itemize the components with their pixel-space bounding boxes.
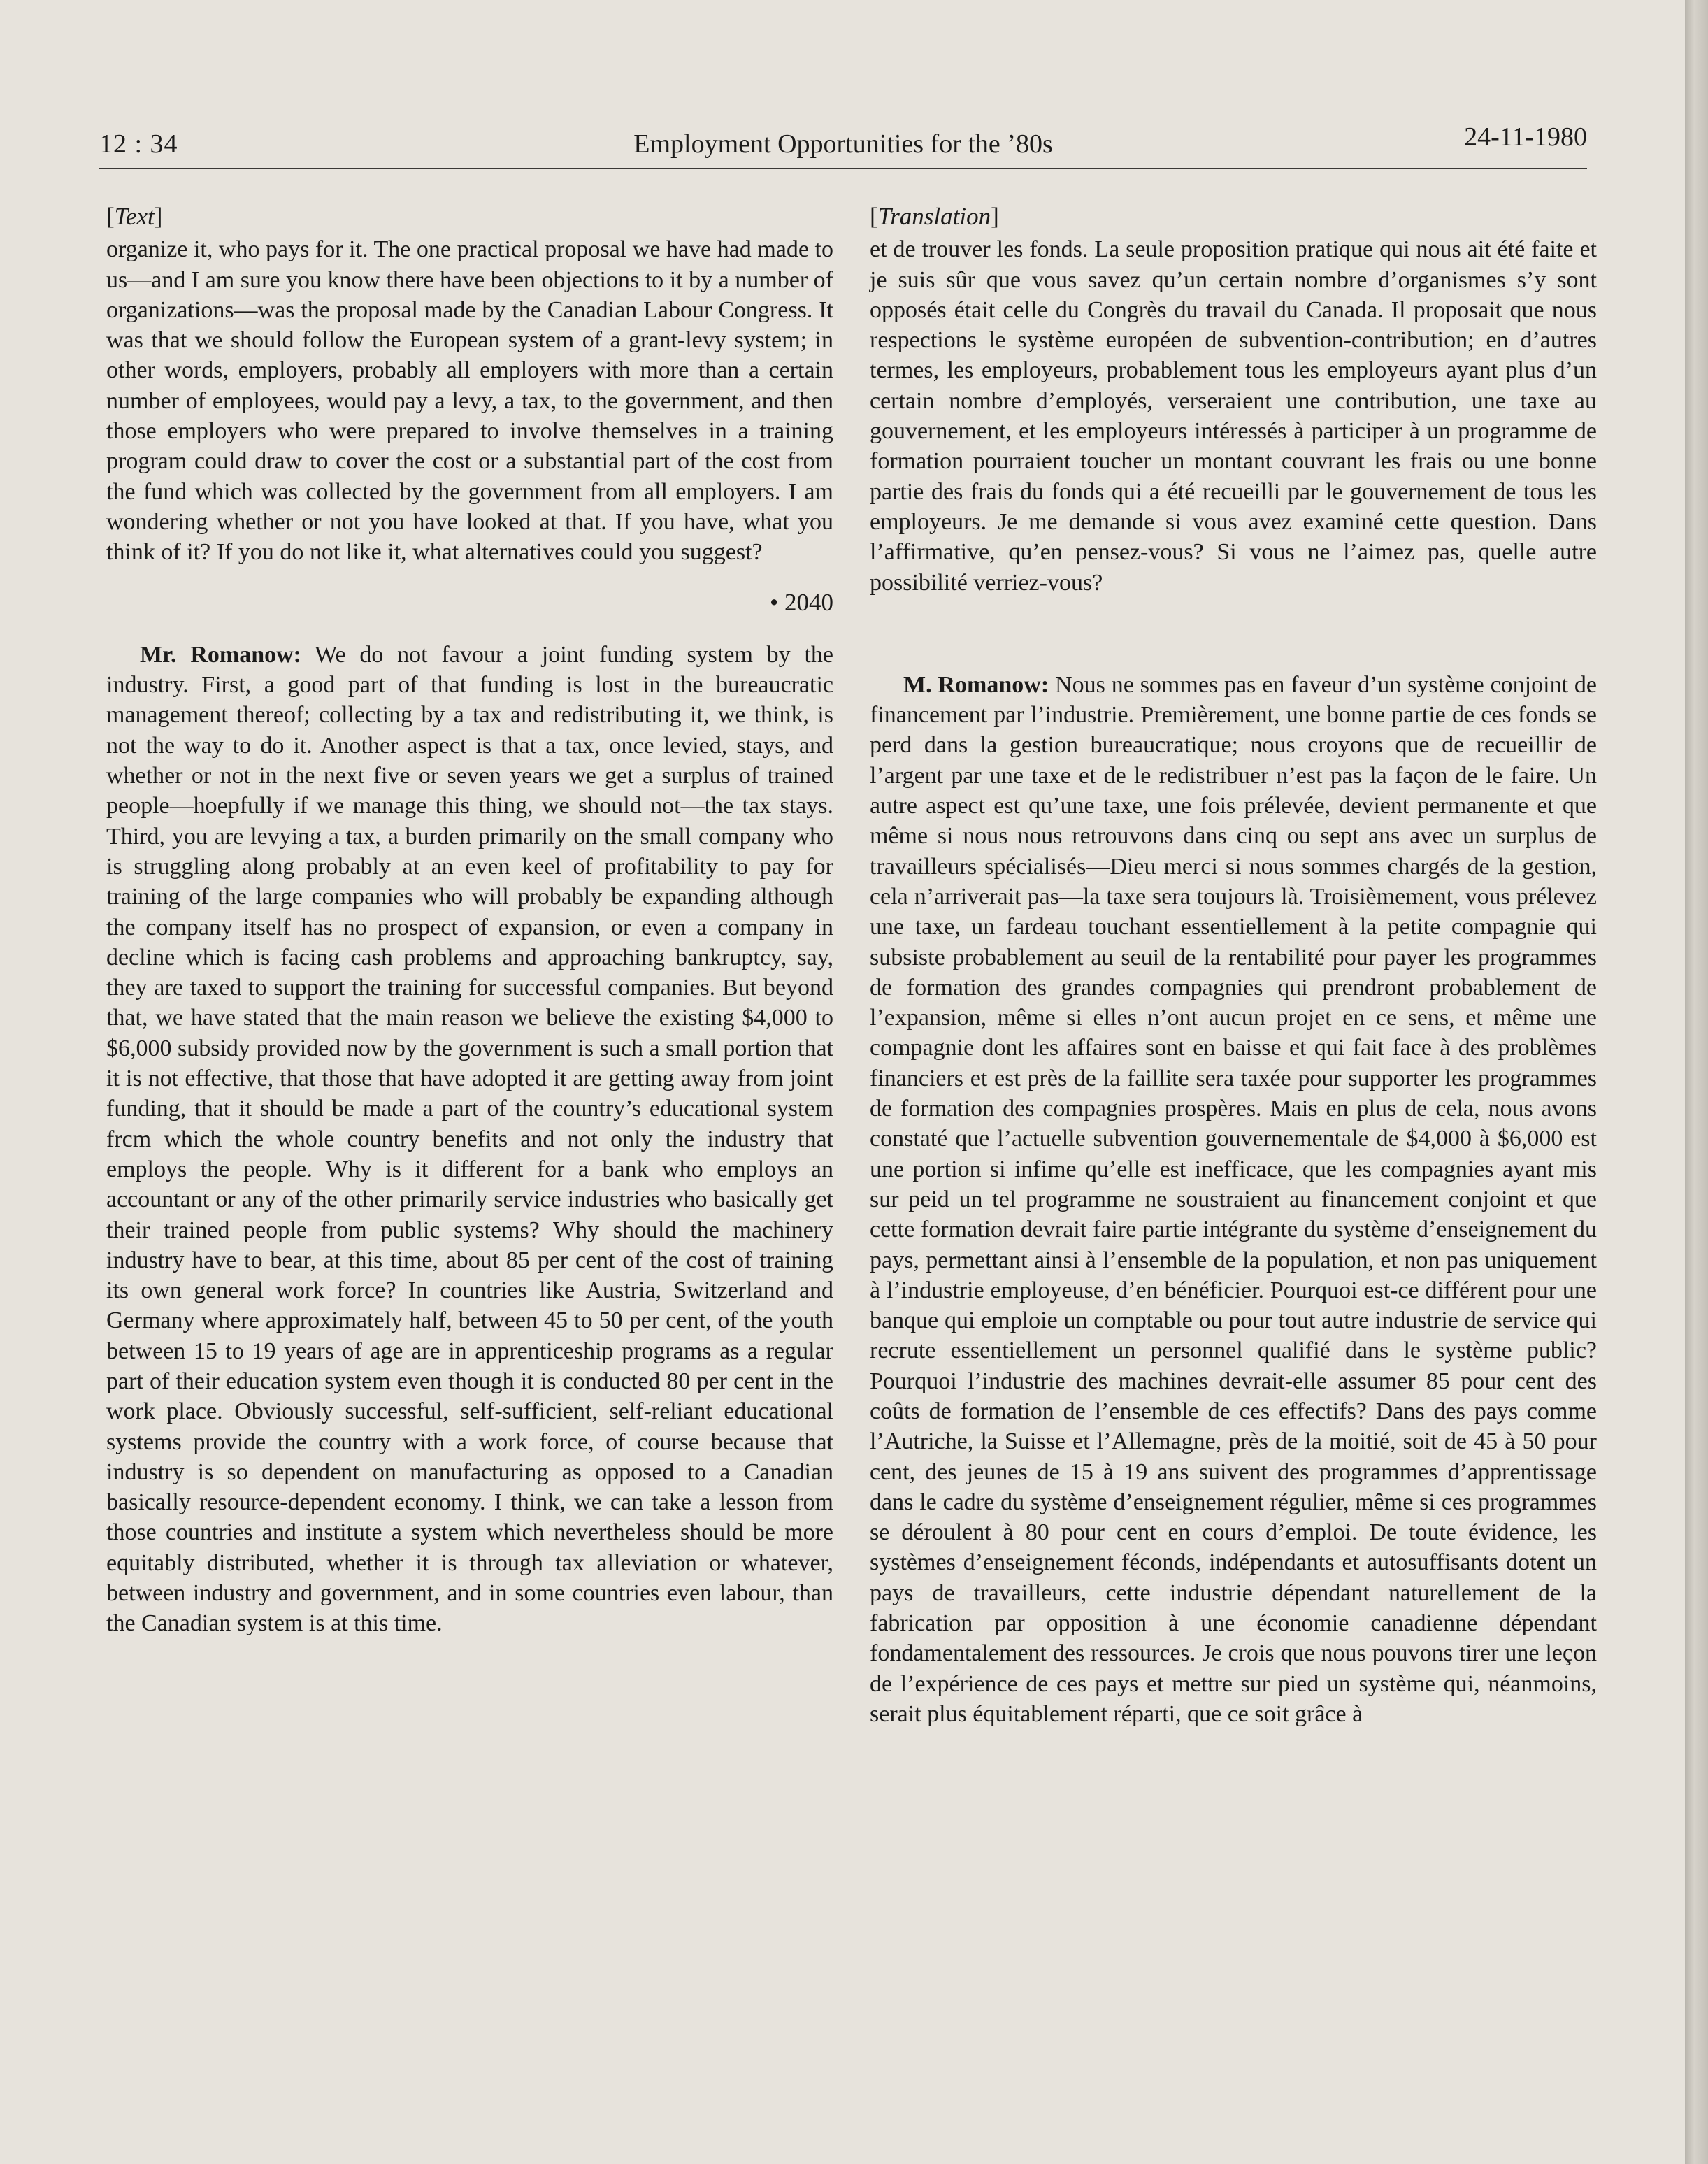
page-header: [99, 105, 1587, 168]
english-answer-paragraph: [106, 640, 833, 1639]
header-divider: [99, 168, 1587, 169]
time-marker: • 2040: [769, 588, 833, 616]
translation-label: [Translation]: [870, 203, 999, 230]
column-spacer: [870, 598, 1597, 670]
speaker-name: Mr. Romanow:: [140, 641, 301, 668]
text-label: [Text]: [106, 203, 163, 230]
french-column: [870, 201, 1597, 1729]
header-date: 24-11-1980: [1464, 122, 1587, 152]
french-question-paragraph: et de trouver les fonds. La seule proposition pratique qui nous ait été faite et je suis sûr que vous savez qu’un certain nombre d’organismes s’y sont opposés était celle du Congrès du travail du Canada. Il proposait que nous respections le système européen de subvention-contribution; en d’autres termes, les employeurs, probablement tous les employeurs ayant plus d’un certain nombre d’employés, verseraient une contribution, une taxe au gouvernement, et les employeurs intéressés à participer à un programme de formation pourraient toucher un montant couvrant les frais ou une bonne partie des frais du fonds qui a été recueilli par le gouvernement de tous les employeurs. Je me demande si vous avez examiné cette question. Dans l’affirmative, qu’en pensez-vous? Si vous ne l’aimez pas, quelle autre possibilité verriez-vous?: [870, 236, 1597, 596]
french-answer-paragraph: [870, 670, 1597, 1729]
english-question-paragraph: organize it, who pays for it. The one practical proposal we have had made to us—and I am sure you know there have been objections to it by a number of organizations—was the proposal made by the Canadian Labour Congress. It was that we should follow the European system of a grant-levy system; in other words, employers, probably all employers with more than a certain number of employees, would pay a levy, a tax, to the government, and then those employers who were prepared to involve themselves in a training program could draw to cover the cost or a substantial part of the cost from the fund which was collected by the government from all employers. I am wondering whether or not you have looked at that. If you have, what you think of it? If you do not like it, what alternatives could you suggest?: [106, 236, 833, 566]
running-title: Employment Opportunities for the ’80s: [633, 129, 1053, 159]
french-answer-text: Nous ne sommes pas en faveur d’un système conjoint de financement par l’industrie. Premièrement, une bonne partie de ces fonds se perd dans la gestion bureaucratique; nous croyons que de recueillir de l’argent par une taxe et de le redistribuer n’est pas la façon de le faire. Un autre aspect est qu’une taxe, une fois prélevée, devient permanente et que même si nous nous retrouvons dans cinq ou sept ans avec un surplus de travailleurs spécialisés—Dieu merci si nous sommes chargés de la gestion, cela n’arriverait pas—la taxe sera toujours là. Troisièmement, vous prélevez une taxe, un fardeau touchant essentiellement à la petite compagnie qui subsiste probablement au seuil de la rentabilité pour payer les programmes de formation des grandes compagnies qui prendront probablement de l’expansion, même si elles n’ont aucun projet en ce sens, et même une compagnie dont les affaires sont en baisse et qui fait face à des problèmes financiers et est près de la faillite sera taxée pour supporter les programmes de formation des compagnies prospères. Mais en plus de cela, nous avons constaté que l’actuelle subvention gouvernementale de $4,000 à $6,000 est une portion si infime qu’elle est inefficace, que les compagnies ayant mis sur peid un tel programme ne soustraient au financement conjoint et que cette formation devrait faire partie intégrante du système d’enseignement du pays, permettant ainsi à l’ensemble de la population, et non pas uniquement à l’industrie employeuse, d’en bénéficier. Pourquoi est-ce différent pour une banque qui emploie un comptable ou pour tout autre industrie de service qui recrute essentiellement un personnel qualifié dans le système public? Pourquoi l’industrie des machines devrait-elle assumer 85 pour cent des coûts de formation de l’ensemble de ces effectifs? Dans des pays comme l’Autriche, la Suisse et l’Allemagne, près de la moitié, soit de 45 à 50 pour cent, des jeunes de 15 à 19 ans suivent des programmes d’apprentissage dans le cadre du système d’enseignement régulier, même si ces programmes se déroulent à 80 pour cent en cours d’emploi. De toute évidence, les systèmes d’enseignement féconds, indépendants et autosuffisants dotent un pays de travailleurs, cette industrie dépendant naturellement de la fabrication par opposition à une économie canadienne dépendant fondamentalement des ressources. Je crois que nous pouvons tirer une leçon de l’expérience de ces pays et mettre sur pied un système qui, néanmoins, serait plus équitablement réparti, que ce soit grâce à: [870, 671, 1597, 1727]
binding-edge: [1685, 0, 1708, 2164]
english-column: [106, 201, 833, 1639]
english-answer-text: We do not favour a joint funding system by the industry. First, a good part of that funding is lost in the bureaucratic management thereof; collecting by a tax and redistributing it, we think, is not the way to do it. Another aspect is that a tax, once levied, stays, and whether or not in the next five or seven years we get a surplus of trained people—hoepfully if we manage this thing, we should not—the tax stays. Third, you are levying a tax, a burden primarily on the small company who is struggling along probably at an even keel of profitability to pay for training of the large companies who will probably be expanding although the company itself has no prospect of expansion, or even a company in decline which is facing cash problems and approaching bankruptcy, say, they are taxed to support the training for successful companies. But beyond that, we have stated that the main reason we believe the existing $4,000 to $6,000 subsidy provided now by the government is such a small portion that it is not effective, that those that have adopted it are getting away from joint funding, that it should be made a part of the country’s educational system frcm which the whole country benefits and not only the industry that employs the people. Why is it different for a bank who employs an accountant or any of the other primarily service industries who basically get their trained people from public systems? Why should the machinery industry have to bear, at this time, about 85 per cent of the cost of training its own general work force? In countries like Austria, Switzerland and Germany where approximately half, between 45 to 50 per cent, of the youth between 15 to 19 years of age are in apprenticeship programs as a regular part of their education system even though it is conducted 80 per cent in the work place. Obviously successful, self-sufficient, self-reliant educational systems provide the country with a work force, of course because that industry is so dependent on manufacturing as opposed to a Canadian basically resource-dependent economy. I think, we can take a lesson from those countries and institute a system which nevertheless should be more equitably distributed, whether it is through tax alleviation or whatever, between industry and government, and in some countries even labour, than the Canadian system is at this time.: [106, 641, 833, 1637]
speaker-name-fr: M. Romanow:: [903, 671, 1049, 698]
page-number: 12 : 34: [99, 129, 178, 159]
